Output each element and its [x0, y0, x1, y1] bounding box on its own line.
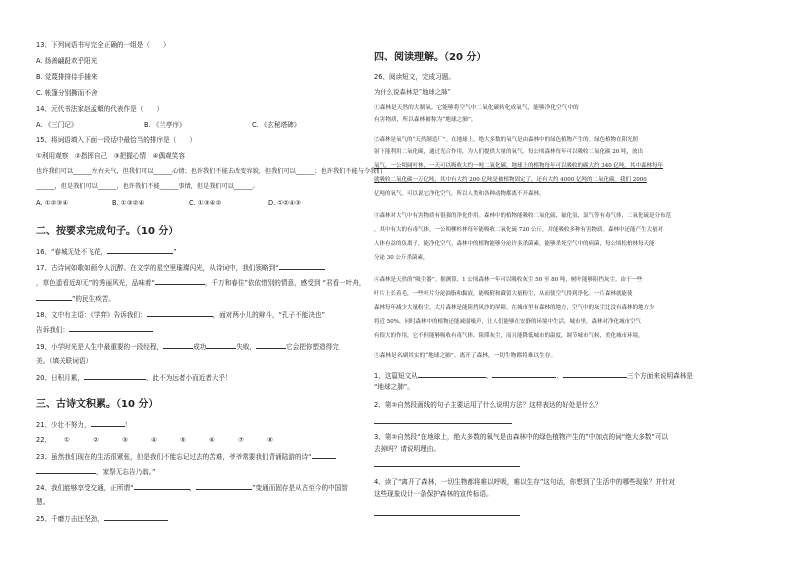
q19-blank-3[interactable]: [256, 342, 286, 349]
question-16: 16、“春城无处不飞花， ”: [36, 248, 177, 256]
question-26: 26、阅读短文，完成习题。: [374, 73, 455, 81]
passage-p3-cont2: 人体有益的负离子，能净化空气。森林中的植物能够分泌许多杀菌素，能够杀死空气中的病菌，每公顷松柏林每天能: [374, 241, 655, 247]
q15-option-c: C. ①③④②: [189, 199, 222, 207]
question-17-line1: 17、古诗词如歌如画令人沉醉。在文学的星空里璀璨闪光，从诗词中，我们领略到“: [36, 263, 325, 272]
q14-option-a: A. 《三门记》: [36, 121, 78, 129]
passage-p4-cont3: 将近 50%，同时森林中的植物还能减弱噪声，让人们能够在安静的环境中生活。城市里，森林对净化城市空气: [374, 319, 641, 325]
passage-p4: ④森林是天然的“吸尘器”。据测算，1 公顷森林一年可以吸收灰尘 50 至 80 吨，树叶能够阻挡灰尘。由于一些: [374, 277, 643, 283]
passage-p3: ③森林对大气中有害物质有很强的净化作用。森林中的植物能吸收二氧化硫、氟化氢、氯气等有毒气体，二氧化硫是分布范: [374, 213, 672, 219]
reading-question-1: 1、这篇短文从 、 、 三个方面来说明森林是: [374, 372, 693, 380]
rq3-answer-line[interactable]: [374, 465, 520, 467]
q22-num-5: ⑤: [180, 436, 186, 444]
reading-question-2: 2、第②自然段画线的句子主要运用了什么说明方法？这样表达的好处是什么？: [374, 401, 602, 409]
q13-option-a: A. 扬善翩跹欢乎阳光: [36, 57, 98, 65]
q17-blank-3[interactable]: [36, 294, 72, 301]
q24-blank-2[interactable]: [196, 483, 252, 490]
question-14: 14、元代书法家赵孟頫的代表作是（ ）: [36, 105, 164, 113]
question-24-line2: 慧。: [36, 498, 50, 506]
question-17-line2: ，草色遥看近却无”的秀丽风光，品味着“ ，千万和春住”依依惜别的情意，感受到 “君看一叶舟，: [36, 279, 366, 287]
rq1-blank-1[interactable]: [418, 371, 486, 378]
q18-blank-2[interactable]: [69, 325, 153, 332]
q18-blank-1[interactable]: [147, 310, 213, 317]
passage-p5: ⑤森林是名副其实的“地球之肺”。离开了森林，一切生物都将难以生存。: [374, 353, 557, 359]
question-17-line3: ”的民生疾苦。: [36, 294, 115, 303]
q22-num-2: ②: [93, 436, 99, 444]
q15-option-d: D. ①②④③: [268, 199, 301, 207]
passage-p2: ②森林是氧气的“天然制造厂”。在地球上，绝大多数的氧气是由森林中的绿色植物产生的。绿色植物在阳光照: [374, 137, 639, 143]
passage-p4-cont2: 森林每年减少大量粉尘，大片森林是能阻挡风沙的屏障。在城市里有森林的地方，空气中的灰尘比没有森林的地方少: [374, 305, 655, 311]
q22-num-6: ⑥: [209, 436, 215, 444]
passage-p4-cont4: 有很大的作用，它不但能够吸收有毒气体、阻滞灰尘，而且能降低城市的温度，调节城市气候，美化城市环境。: [374, 333, 644, 339]
question-19-line2: 美。（填关联词语）: [36, 357, 93, 365]
passage-title: 为什么说森林是“地球之肺”: [374, 88, 451, 96]
q13-option-b: B. 觉蔑排排侍手捕来: [36, 73, 98, 81]
question-15: 15、将词语填入下面一段话中最恰当的排序是（ ）: [36, 136, 197, 144]
section-4-heading: 四、阅读理解。（20 分）: [374, 52, 487, 63]
q21-blank[interactable]: [91, 420, 125, 427]
question-18-line2: 告诉我们：: [36, 325, 153, 334]
q23-blank-2[interactable]: [36, 467, 96, 474]
q15-passage-line1: 也许我们可以______左右天气，但我们可以______心情；也许我们不能去改变容貌，但我们可以______；也许我们不能与令我们: [36, 168, 383, 175]
passage-p3-cont3: 分泌 30 公斤杀菌素，: [374, 255, 429, 261]
reading-question-4: 4、读了“离开了森林，一切生物都将难以呼吸，难以生存”这句话，你想到了生活中的哪些现象？并针对: [374, 478, 676, 486]
q25-blank[interactable]: [104, 514, 168, 521]
question-13: 13、下列词语书写完全正确的一组是（ ）: [36, 41, 170, 49]
question-25: 25、千磨万击还坚劲，: [36, 514, 168, 523]
rq1-blank-3[interactable]: [563, 371, 627, 378]
rq1-blank-2[interactable]: [492, 371, 556, 378]
passage-p2-cont2: 亿吨的氧气。可以说它净化空气，所以人类和各种动物都离不开森林。: [374, 191, 545, 197]
q19-blank-1[interactable]: [163, 342, 193, 349]
reading-question-3: 3、第②自然段“在地球上，绝大多数的氧气是由森林中的绿色植物产生的”中加点的词“绝大多数”可以: [374, 433, 669, 441]
question-23-line2: ，家祭无忘告乃翁。”: [36, 467, 155, 476]
question-23-line1: 23、虽然我们现在的生活很紧张，但是我们不能忘记过去的苦难，爷爷常要我们背诵陆游的诗“: [36, 452, 336, 461]
q15-option-a: A. ①②③④: [36, 199, 69, 207]
q22-num-4: ④: [151, 436, 157, 444]
question-24-line1: 24、我们能够享受交通，正所谓“ ， ”变通而固存是从古至今的中国智: [36, 484, 348, 492]
q20-blank[interactable]: [84, 373, 146, 380]
section-2-heading: 二、按要求完成句子。（10 分）: [36, 226, 179, 237]
passage-p2-underlined-2: 就吸收二氧化碳一万亿吨，其中有大约 200 亿吨是被植物固定了，还有大约 4000 亿吨的二氧化碳。我们 2000: [374, 177, 647, 183]
q13-option-c: C. 帐篷分别撕而不舍: [36, 89, 98, 97]
rq4-answer-line[interactable]: [374, 514, 520, 516]
passage-p4-cont1: 叶片上长着毛，一些叶片分泌油脂和黏液，能吸附和截留大量粉尘，从而使空气得到净化。一片森林就能使: [374, 291, 633, 297]
q15-option-b: B. ①③②④: [112, 199, 145, 207]
q22-num-3: ③: [122, 436, 128, 444]
q19-blank-2[interactable]: [206, 342, 236, 349]
q16-blank[interactable]: [107, 247, 173, 254]
section-3-heading: 三、古诗文积累。（10 分）: [36, 399, 159, 410]
passage-p1-cont: 有害物质，所以森林被称为“地球之肺”。: [374, 117, 477, 123]
reading-question-1-cont: “地球之肺”。: [374, 383, 414, 391]
q22-num-1: ①: [64, 436, 70, 444]
reading-question-4-cont: 这些现象设计一条保护森林的宣传标语。: [374, 490, 493, 498]
passage-p1: ①森林是天然的大制氧。它能够将空气中二氧化碳转化成氧气，能够净化空气中的: [374, 105, 579, 111]
passage-p3-cont1: ，其中有大的有毒气体，一公顷柳杉林每年能吸收二氧化硫 720 公斤，并能吸收多种有害物质。森林中还能产生大量对: [374, 227, 663, 233]
q23-blank-1[interactable]: [312, 452, 336, 459]
q15-passage-line2: ______，但是我们可以______，也许我们不能______事情，但是我们可以______。: [36, 183, 259, 190]
question-18-line1: 18、文中有主语：《学弈》告诉我们： ，面对两小儿的辩斗，“孔子不能决也”: [36, 311, 325, 319]
passage-p2-underlined-1: 氧气，一公顷阔叶林，一天可以吸收大约一吨二氧化碳。地球上的植物每年可以吸收的碳大约 340 亿吨。其中森林每年: [374, 163, 663, 169]
rq2-answer-line[interactable]: [374, 422, 512, 424]
q15-word-list: ①利用观察 ②指挥自己 ③把握心情 ④偶观笑容: [36, 152, 185, 160]
q17-blank-2[interactable]: [155, 278, 205, 285]
q14-option-b: B. 《兰亭序》: [144, 121, 186, 129]
passage-p2-cont1: 射下能利用二氧化碳，通过光合作用，为人们提供大量的氧气。每公顷森林每年可以吸收二氧化碳 20 吨，放出: [374, 149, 643, 155]
question-20: 20、日积月累， ，此不为远者小而近者大乎！: [36, 374, 232, 382]
q22-num-7: ⑦: [238, 436, 244, 444]
question-21: 21、少壮不努力， ！: [36, 421, 132, 429]
q14-option-c: C. 《玄秘塔碑》: [252, 121, 301, 129]
q22-num-8: ⑧: [267, 436, 273, 444]
q24-blank-1[interactable]: [134, 483, 190, 490]
q17-blank-1[interactable]: [279, 263, 325, 270]
question-19-line1: 19、小学时光是人生中最重要的一段经程， 成功 失败， 它会把你塑造得完: [36, 343, 339, 351]
reading-question-3-cont: 去掉吗？请说明理由。: [374, 445, 440, 453]
